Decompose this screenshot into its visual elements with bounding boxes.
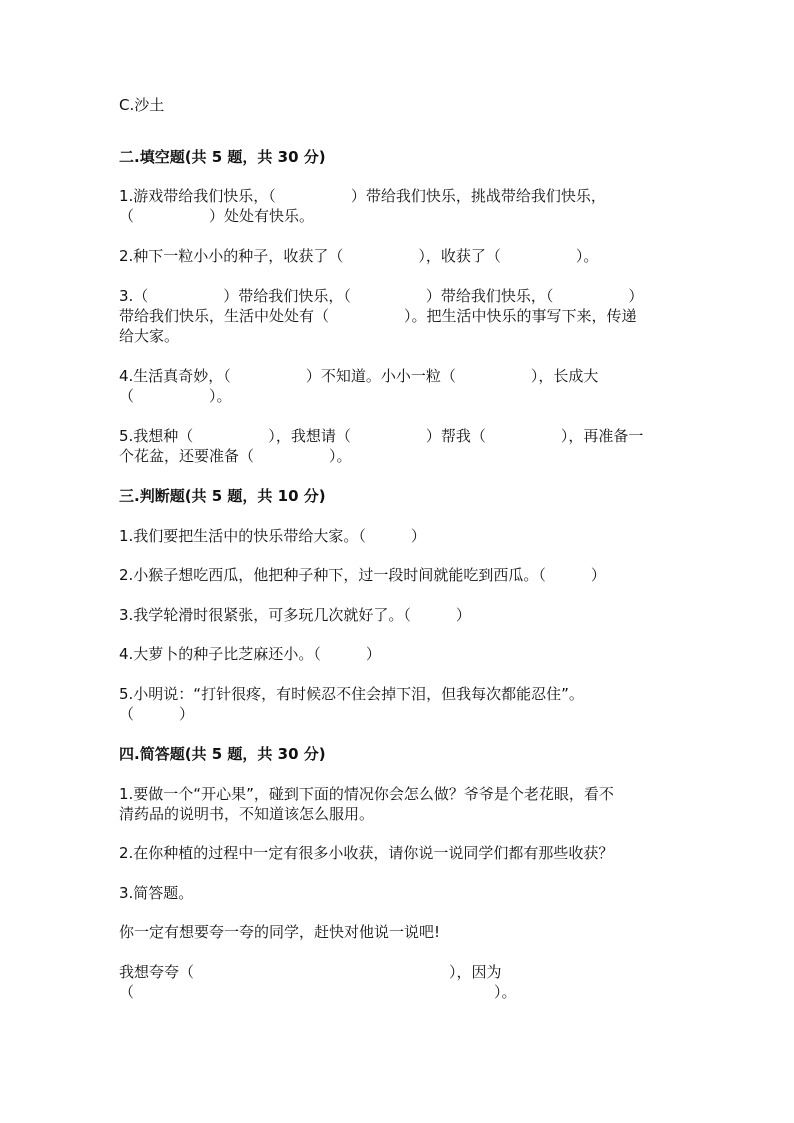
fill-q3-line3: 给大家。 bbox=[119, 327, 180, 345]
option-c: C.沙土 bbox=[119, 96, 165, 114]
fill-q1-line1: 1.游戏带给我们快乐，（ ）带给我们快乐，挑战带给我们快乐， bbox=[119, 187, 606, 205]
short-q3-answer-line1: 我想夸夸（ ），因为 bbox=[119, 963, 502, 981]
fill-q5-line1: 5.我想种（ ），我想请（ ）帮我（ ），再准备一 bbox=[119, 427, 644, 445]
judge-q4: 4.大萝卜的种子比芝麻还小。（ ） bbox=[119, 645, 381, 663]
section-heading-short-answer: 四.简答题(共 5 题，共 30 分) bbox=[119, 745, 326, 763]
judge-q5-line2: （ ） bbox=[119, 705, 195, 723]
section-heading-fill-in: 二.填空题(共 5 题，共 30 分) bbox=[119, 148, 326, 166]
judge-q5-line1: 5.小明说：“打针很疼，有时候忍不住会掉下泪，但我每次都能忍住”。 bbox=[119, 685, 584, 703]
fill-q1-line2: （ ）处处有快乐。 bbox=[119, 207, 315, 225]
short-q1-line1: 1.要做一个“开心果”，碰到下面的情况你会怎么做？爷爷是个老花眼，看不 bbox=[119, 785, 614, 803]
fill-q5-line2: 个花盆，还要准备（ ）。 bbox=[119, 447, 352, 465]
short-q1-line2: 清药品的说明书，不知道该怎么服用。 bbox=[119, 805, 375, 823]
fill-q4-line1: 4.生活真奇妙，（ ）不知道。小小一粒（ ），长成大 bbox=[119, 367, 599, 385]
judge-q3: 3.我学轮滑时很紧张，可多玩几次就好了。（ ） bbox=[119, 606, 471, 624]
fill-q4-line2: （ ）。 bbox=[119, 387, 232, 405]
fill-q3-line2: 带给我们快乐，生活中处处有（ ）。把生活中快乐的事写下来，传递 bbox=[119, 307, 637, 325]
judge-q1: 1.我们要把生活中的快乐带给大家。（ ） bbox=[119, 527, 426, 545]
short-q3-prompt: 你一定有想要夸一夸的同学，赶快对他说一说吧! bbox=[119, 923, 441, 941]
fill-q3-line1: 3.（ ）带给我们快乐，（ ）带给我们快乐，（ ） bbox=[119, 287, 644, 305]
short-q3-answer-line2: （ ）。 bbox=[119, 983, 517, 1001]
short-q2: 2.在你种植的过程中一定有很多小收获，请你说一说同学们都有那些收获？ bbox=[119, 844, 614, 862]
fill-q2-line1: 2.种下一粒小小的种子，收获了（ ），收获了（ ）。 bbox=[119, 247, 599, 265]
short-q3: 3.简答题。 bbox=[119, 884, 194, 902]
section-heading-true-false: 三.判断题(共 5 题，共 10 分) bbox=[119, 487, 326, 505]
judge-q2: 2.小猴子想吃西瓜，他把种子种下，过一段时间就能吃到西瓜。（ ） bbox=[119, 566, 606, 584]
